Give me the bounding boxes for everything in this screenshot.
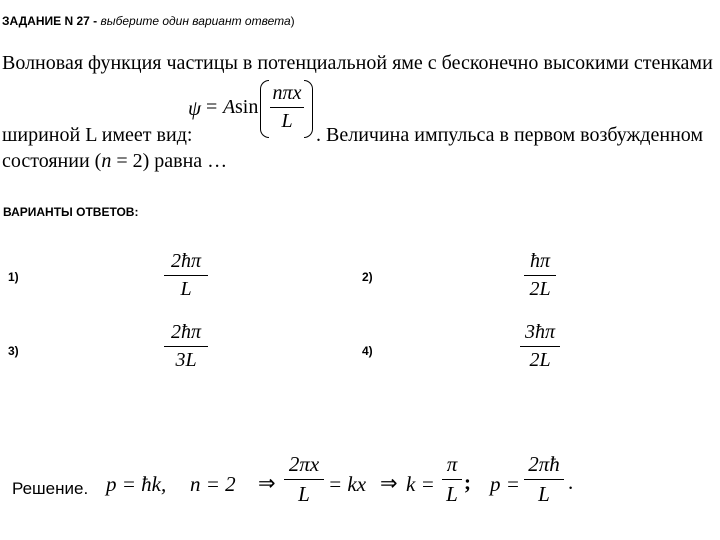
answer-1-formula[interactable]: 2ħπ L: [164, 250, 208, 301]
answer-2-label[interactable]: 2): [362, 270, 373, 284]
sin-function: sin: [235, 96, 259, 118]
answer-2-formula[interactable]: ħπ 2L: [524, 250, 556, 301]
left-paren: [260, 80, 269, 138]
question-line-3: состоянии (n = 2) равна …: [2, 150, 228, 172]
answer-3-label[interactable]: 3): [8, 344, 19, 358]
right-paren: [304, 80, 313, 138]
k-equals: k =: [406, 472, 435, 496]
answer-4-formula[interactable]: 3ħπ 2L: [520, 321, 560, 372]
psi-symbol: ψ: [188, 96, 202, 120]
semicolon: ;: [464, 470, 471, 494]
equals-kx: = kx: [328, 472, 367, 496]
p-equals: p =: [490, 472, 520, 496]
task-instruction: выберите один вариант ответа: [100, 14, 291, 28]
argument-denominator: L: [281, 110, 293, 132]
solution-label: Решение.: [12, 479, 89, 498]
final-period: .: [568, 470, 574, 494]
argument-numerator: nπx: [272, 82, 302, 104]
implies-arrow-1: ⇒: [258, 471, 276, 495]
task-number: ЗАДАНИЕ N 27 -: [2, 14, 98, 28]
answer-4-label[interactable]: 4): [362, 344, 373, 358]
question-line-1: Волновая функция частицы в потенциальной яме с бесконечно высокими стенками: [2, 52, 713, 74]
sin-argument: [270, 82, 304, 133]
state-number: n = 2: [190, 472, 236, 496]
amplitude-a: A: [223, 96, 236, 118]
equals-sign: =: [206, 96, 218, 118]
momentum-relation: p = ħk,: [106, 472, 167, 496]
solution-fraction-3: 2πħ L: [524, 452, 564, 507]
question-line-2-left: шириной L имеет вид:: [2, 124, 193, 146]
question-line-2-right: . Величина импульса в первом возбужденном: [316, 124, 704, 146]
wave-function-formula: [188, 78, 313, 140]
answers-header: ВАРИАНТЫ ОТВЕТОВ:: [3, 205, 139, 219]
implies-arrow-2: ⇒: [380, 471, 398, 495]
answer-1-label[interactable]: 1): [8, 270, 19, 284]
solution-fraction-1: 2πx L: [284, 452, 324, 507]
task-header: ЗАДАНИЕ N 27 - выберите один вариант ответа): [2, 14, 295, 28]
solution-fraction-2: π L: [442, 452, 462, 507]
answer-3-formula[interactable]: 2ħπ 3L: [164, 321, 208, 372]
